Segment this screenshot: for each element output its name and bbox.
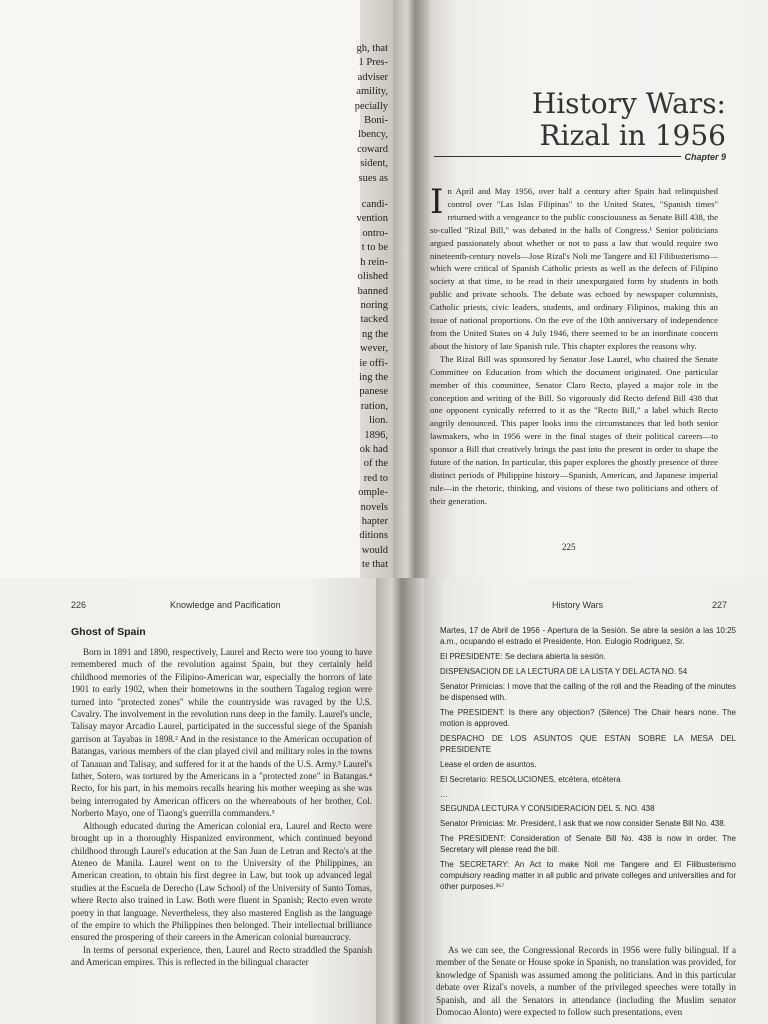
page-224-fragment — [0, 0, 395, 578]
line-fragment: Boni- — [364, 115, 388, 127]
paragraph-text: n April and May 1956, over half a century after Spain had relinquished control over "Las Islas Filipinas" to the United States, "Spanish times" returned with a vengeance to the public consciousness as Senate Bill 438, the so-called "Rizal Bill," was debated in the halls of Congress.¹ Senior politicians argued passionately about whether or not to pass a law that would require two nineteenth-century novels—Jose Rizal's Noli me Tangere and El Filibusterismo—which were critical of Spanish Catholic priests as well as the defects of Filipino society at that time, to be read in their unexpurgated form by students in both public and private schools. The debate was echoed by newspaper columnists, Catholic priests, civic leaders, students, and ordinary Filipinos, making this an issue of national proportions. On the eve of the 10th anniversary of independence from the United States on 4 July 1946, there seemed to be an inordinate concern about the history of late Spanish rule. This chapter explores the reasons why. — [430, 186, 718, 351]
page-224-line-fragments — [300, 42, 388, 573]
paragraph: In terms of personal experience, then, Laurel and Recto straddled the Spanish and American empires. This is reflected in the bilingual character — [71, 944, 372, 968]
line-fragment: of the — [363, 458, 388, 470]
book-gutter-top — [393, 0, 433, 578]
line-fragment: tacked — [360, 314, 388, 326]
line-fragment: h rein- — [360, 256, 388, 268]
page-number: 226 — [71, 600, 87, 610]
chapter-title — [532, 88, 726, 152]
paragraph: The Rizal Bill was sponsored by Senator Jose Laurel, who chaired the Senate Committee on Education from which the document originated. One particular member of this committee, Senator Claro Recto, played a major role in the conception and writing of the Bill. So vigorously did Recto defend Bill 438 that one opponent cynically referred to it as the "Recto Bill," a label which Recto angrily denounced. This paper looks into the circumstances that led both senior lawmakers, who in 1956 were in the final stages of their political careers—to sponsor a Bill that creatively brings the past into the present in order to shape the future of the nation. In particular, this paper explores the ghostly presence of three distinct periods of Philippine history—Spanish, American, and Japanese imperial rule—in the rhetoric, thinking, and visions of these two politicians and others of their generation. — [430, 353, 718, 506]
line-fragment: wever, — [360, 343, 388, 355]
paragraph: Born in 1891 and 1890, respectively, Laurel and Recto were too young to have remembered much of the revolution against Spain, but they certainly held childhood memories of the Filipino-American war, especially the horrors of late 1901 to early 1902, when their hometowns in the southern Tagalog region were turned into "protected zones" while the countryside was ravaged by the U.S. Cavalry. The involvement in the revolution runs deep in the family. Laurel's uncle, Talisay mayor Arcadio Laurel, participated in the successful siege of the Spanish garrison at Tayabas in 1898.² And in the resistance to the American occupation of Batangas, various members of the clan played civil and military roles in the towns of Tanauan and Talisay, and suffered for it at the hands of the U.S. Army.³ Laurel's father, Sotero, was tortured by the Americans in a "protected zone" in Batangas.⁴ Recto, for his part, in his memoirs recalls hearing his mother weeping as she was being interrogated by American officers on the whereabouts of her brother, Col. Norberto Mayo, one of Tiaong's guerrilla commanders.⁵ — [71, 647, 372, 819]
page-225-body — [430, 182, 718, 508]
record-line: The SECRETARY: An Act to make Noli me Tangere and El Filibusterismo compulsory reading matter in all public and private colleges and universities and for other purposes.³⁶⁷ — [440, 860, 736, 891]
record-line: SEGUNDA LECTURA Y CONSIDERACION DEL S. NO. 438 — [440, 804, 655, 813]
chapter-title-line-2: Rizal in 1956 — [539, 119, 726, 152]
page-number: 225 — [562, 542, 576, 552]
record-line: The PRESIDENT: Is there any objection? (Silence) The Chair hears none. The motion is approved. — [440, 708, 736, 728]
record-line: Martes, 17 de Abril de 1956 - Apertura de la Sesión. Se abre la sesión a las 10:25 a.m., ocupando el estrado el Presidente, Hon. Eulogio Rodriguez, Sr. — [440, 626, 736, 646]
record-line: El PRESIDENTE: Se declara abierta la sesión. — [440, 652, 606, 661]
line-fragment: ok had — [359, 443, 388, 455]
line-fragment: candi- — [361, 199, 388, 211]
page-227 — [424, 578, 768, 1024]
line-fragment: olished — [357, 271, 388, 283]
line-fragment: adviser — [357, 71, 388, 83]
line-fragment: te that — [362, 559, 388, 571]
record-line: El Secretario: RESOLUCIONES, etcétera, etcétera — [440, 775, 621, 784]
line-fragment: sident, — [360, 158, 388, 170]
line-fragment: 1 Pres- — [358, 57, 388, 69]
line-fragment: sues as — [358, 172, 388, 184]
line-fragment: omple- — [358, 487, 388, 499]
record-line: Lease el orden de asuntos. — [440, 760, 537, 769]
line-fragment: ing the — [359, 371, 388, 383]
line-fragment: red to — [363, 472, 388, 484]
drop-cap: I — [430, 182, 444, 222]
line-fragment: 1896, — [364, 429, 388, 441]
record-ellipsis: … — [440, 790, 448, 799]
paragraph — [430, 182, 718, 353]
line-fragment: coward — [357, 143, 388, 155]
line-fragment: ration, — [360, 400, 388, 412]
page-226-body — [71, 646, 372, 969]
line-fragment: ontro- — [362, 227, 388, 239]
line-fragment: banned — [357, 285, 388, 297]
record-line: DESPACHO DE LOS ASUNTOS QUE ESTAN SOBRE LA MESA DEL PRESIDENTE — [440, 734, 736, 754]
record-line: Senator Primicias: Mr. President, I ask that we now consider Senate Bill No. 438. — [440, 819, 726, 828]
line-fragment: pecially — [354, 100, 388, 112]
line-fragment: hapter — [361, 516, 388, 527]
paragraph: Although educated during the American colonial era, Laurel and Recto were brought up in a thoroughly Hispanized environment, which continued beyond childhood through Laurel's education at the San Juan de Letran and Recto's at the Ateneo de Manila. Laurel went on to the University of the Philippines, an American creation, to obtain his first degree in Law, but took up advanced legal studies at the Escuela de Derecho (Law School) of the University of Santo Tomas, where Recto also trained in Law. Both were fluent in Spanish; Recto even wrote poetry in that language. Nevertheless, they also mastered English as the language of the empire to which the Philippines then belonged. Their intellectual brilliance ensured the prospering of their careers in the American colonial bureaucracy. — [71, 820, 372, 943]
line-fragment: amility, — [356, 86, 388, 98]
line-fragment: novels — [360, 501, 388, 513]
record-line: DISPENSACION DE LA LECTURA DE LA LISTA Y DEL ACTA NO. 54 — [440, 667, 688, 676]
line-fragment: lion. — [369, 415, 388, 427]
page-225 — [430, 0, 768, 578]
record-line: Senator Primicias: I move that the calling of the roll and the Reading of the minutes be dispensed with. — [440, 682, 736, 702]
page-227-body — [436, 944, 736, 1018]
record-line: The PRESIDENT: Consideration of Senate Bill No. 438 is now in order. The Secretary will please read the bill. — [440, 834, 736, 854]
line-fragment: t to be — [361, 242, 388, 254]
congressional-record-extract — [440, 625, 736, 896]
chapter-label: Chapter 9 — [681, 152, 726, 162]
line-fragment: noring — [360, 299, 388, 311]
paragraph-gap — [300, 186, 388, 198]
running-head: History Wars — [552, 600, 604, 610]
line-fragment: ng the — [362, 328, 388, 340]
line-fragment: ditions — [359, 530, 388, 542]
section-heading: Ghost of Spain — [71, 626, 146, 638]
bottom-spread — [0, 578, 768, 1024]
page-226 — [0, 578, 380, 1024]
line-fragment: ie offi- — [359, 357, 388, 369]
line-fragment: gh, that — [356, 43, 388, 54]
paragraph: As we can see, the Congressional Records in 1956 were fully bilingual. If a member of the Senate or House spoke in Spanish, no translation was provided, for knowledge of Spanish was assumed among the politicians. And in this particular debate over Rizal's novels, a number of the privileged speeches were totally in Spanish, and all the Senators in attendance (including the Muslim senator Domocao Alonto) were expected to follow such presentations, even — [436, 945, 736, 1018]
page-number: 227 — [712, 600, 728, 610]
running-head: Knowledge and Pacification — [170, 600, 281, 610]
line-fragment: panese — [359, 386, 388, 398]
book-gutter-bottom — [376, 578, 428, 1024]
chapter-title-line-1: History Wars: — [531, 87, 726, 120]
line-fragment: would — [361, 544, 388, 556]
line-fragment: lbency, — [358, 129, 388, 141]
line-fragment: vention — [356, 213, 388, 225]
